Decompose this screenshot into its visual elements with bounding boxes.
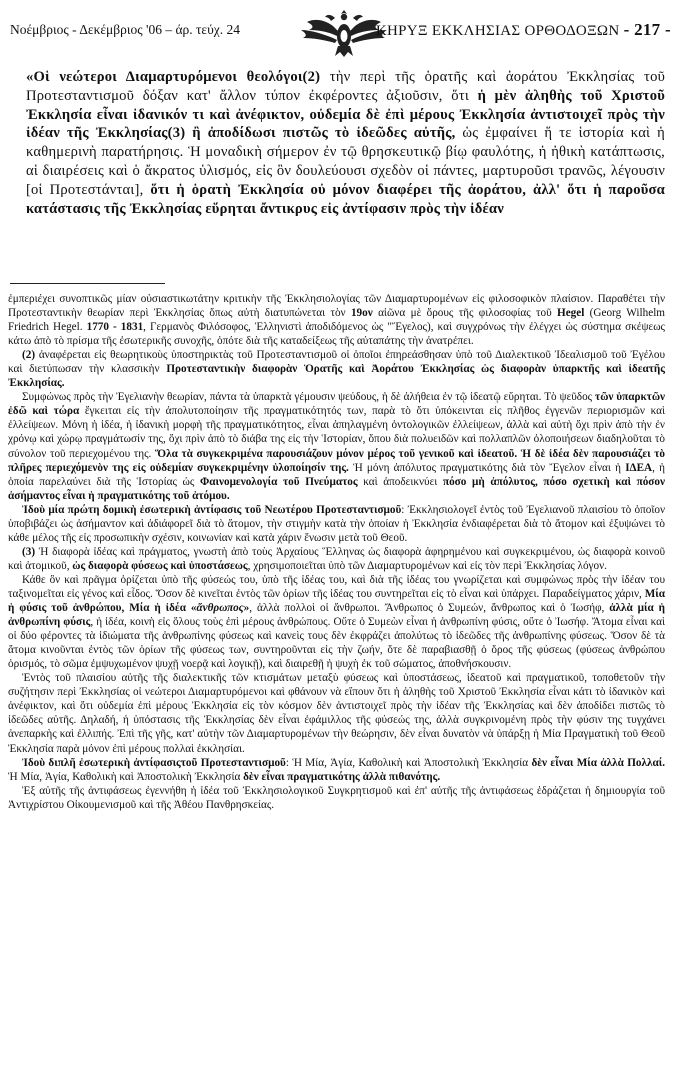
note-bold: ἀλλὰ μία ἡ ἀνθρωπίνη φύσις <box>8 602 665 629</box>
note-bold: Ἰδοὺ μία πρώτη δομικὴ ἐσωτερικὴ ἀντίφασις τοῦ Νεωτέρου Προτεσταντισμοῦ <box>22 503 402 516</box>
note-text: , ἡ ἰδέα, κοινὴ εἰς ὅλους τοὺς ἐπὶ μέρους ἀνθρώπους. Οὔτε ὁ Συμεὼν εἶναι ἡ ἀνθρωπίνη φύσις, οὔτε ὁ Ἰωσήφ. Ἄτομα εἶναι καὶ οἱ δύο φέροντες τὰ ἰδιώματα τῆς ἀνθρωπίνης φύσεως καὶ κανεὶς τους δὲν ἐκφράζει ἀπολύτως τὸ ἰδεῶδες τῆς ἀνθρωπίνης φύσεως. Ὅσον δὲ τὰ ἄτομα κινοῦνται ἐντὸς τῶν ὁρίων τῆς φύσεως των, συντηροῦνται εἰς τὴν ζωήν, ὅτε δὲ παραβιασθῇ ὁ ὅρος τῆς φύσεως (φύσεως ἀνθρώπου ὁρισμός, τὸ σῶμα ἐμψυχωμένον ψυχῇ νοερᾷ καὶ λογικῇ), καὶ διαιρεθῇ ἡ ψυχὴ ἐκ τοῦ σώματος, ἀποθνήσκουσιν. <box>8 616 666 671</box>
issue-date: Νοέμβριος - Δεκέμβριος '06 – άρ. τεύχ. 24 <box>10 22 241 37</box>
footnote-paragraph <box>8 784 665 812</box>
note-bold: 1770 - 1831 <box>86 321 144 334</box>
footnote-divider <box>10 283 165 284</box>
page-header <box>10 8 671 58</box>
note-text: Ἡ Μία, Ἁγία, Καθολικὴ καὶ Ἀποστολικὴ Ἐκκλησία <box>8 770 244 783</box>
note-bold: Προτεσταντικὴν διαφορὰν Ὁρατῆς καὶ Ἀοράτου Ἐκκλησίας ὡς διαφορὰν ὑπαρκτῆς καὶ ἰδεατῆς Ἐκκλησίας. <box>8 363 665 390</box>
main-text <box>26 68 665 218</box>
note-bold: (2) <box>22 349 36 362</box>
note-text: : Ἐκκλησιολογεῖ ἐντὸς τοῦ Ἐγελιανοῦ πλαισίου τὸ ὁποῖον ὑποβιβάζει ὡς ἀσήμαντον καὶ ἀδιάφορεῖ διὰ τὸ ἄτομον, τὴν στιγμὴν κατὰ τὴν ὁποίαν ἡ Ἐκκλησία ἐνδιαφέρεται διὰ τὸ ἄτομον καὶ ἐξυψώνει τὸ κάθε μέλος τῆς εἰς προσωπικὴν σχέσιν, κοινωνίαν καὶ κατὰ χάριν ἕνωσιν μετὰ τοῦ Θεοῦ. <box>8 503 665 544</box>
note-text: Ἡ μόνη ἀπόλυτος πραγματικότης διὰ τὸν Ἔγελον εἶναι ἡ <box>348 461 626 474</box>
note-bold: δὲν εἶναι Μία ἀλλὰ Πολλαί. <box>531 756 665 769</box>
double-headed-eagle-icon <box>295 8 387 58</box>
note-text: , Γερμανὸς Φιλόσοφος, Ἑλληνιστὶ ἀποδιδόμενος ὡς "Ἔγελος), καὶ συγχρόνως τὴν ἐλέγχει ὡς σύστημα σκέψεως κάτω ἀπὸ τὸ πρίσμα τῆς ἐσωτερικῆς συνοχῆς, ὁπότε διὰ τῆς καταδείξεως τῆς αὐταπάτης τὴν ἀνατρέπει. <box>8 321 665 348</box>
note-bold: Φαινομενολογία τοῦ Πνεύματος <box>200 475 358 488</box>
note-bold: Ἰδοὺ διπλῆ ἐσωτερικὴ ἀντίφασιςτοῦ Προτεσταντισμοῦ <box>22 756 286 769</box>
note-bold-italic: ἄνθρωπος <box>196 602 244 615</box>
footnote-paragraph <box>8 292 665 348</box>
footnotes <box>8 292 665 812</box>
footnote-paragraph <box>8 348 665 390</box>
note-bold: Μία ἡ φύσις τοῦ ἀνθρώπου, Μία ἡ ἰδέα « <box>8 587 665 615</box>
main-span-bold: ὅτι ἡ ὁρατὴ Ἐκκλησία οὐ μόνον διαφέρει τῆς ἀοράτου, ἀλλ' ὅτι ἡ παροῦσα κατάστασις τῆς Ἐκκλησίας εὕρηται ἄντικρυς εἰς ἀντίφασιν πρὸς τὴν ἰδέαν <box>26 181 665 217</box>
note-bold: (3) <box>22 545 36 558</box>
note-bold: δὲν εἶναι πραγματικότης ἀλλὰ πιθανότης. <box>243 770 441 783</box>
page-number: - 217 - <box>623 20 671 39</box>
note-text: ἐμπεριέχει συνοπτικῶς μίαν οὐσιαστικωτάτην κριτικὴν τῆς Ἐκκλησιολογίας τῶν Διαμαρτυρομένων εἰς φιλοσοφικὸν πλαίσιον. Παραθέτει τὴν Προτεσταντικὴν θεωρίαν περὶ Ἐκκλησίας ὅπως αὐτὴ διατυπώνεται τὸν <box>8 293 665 320</box>
footnote-paragraph <box>8 671 665 755</box>
footnote-paragraph <box>8 503 665 545</box>
note-bold: ὡς διαφορὰ φύσεως καὶ ὑποστάσεως <box>72 559 248 572</box>
note-bold: 19ον <box>350 307 373 320</box>
note-text: καὶ ἀποδεικνύει <box>357 475 443 488</box>
note-bold: τῶν ὑπαρκτῶν ἐδῶ καὶ τώρα <box>8 391 666 418</box>
magazine-title <box>376 20 671 40</box>
note-text: ἀναφέρεται εἰς θεωρητικοὺς ὑποστηρικτὰς τοῦ Προτεσταντισμοῦ οἱ ὁποῖοι ἐπηρεάσθησαν ὑπὸ τοῦ Διαλεκτικοῦ Ἰδεαλισμοῦ τοῦ Ἐγέλου καὶ διετύπωσαν τὴν κλασσικὴν <box>8 349 665 376</box>
note-text: , ἀλλὰ πολλοὶ οἱ ἄνθρωποι. Ἄνθρωπος ὁ Συμεών, ἄνθρωπος καὶ ὁ Ἰωσήφ, <box>249 602 610 615</box>
main-span-bold: ἡ μὲν ἀληθὴς τοῦ Χριστοῦ Ἐκκλησία εἶναι ἰδανικόν τι καὶ ἀνέφικτον, οὐδεμία δὲ ἐπὶ μέρους Ἐκκλησία ἀντιστοιχεῖ πρὸς τὴν ἰδέαν τῆς Ἐκκλησίας(3) <box>26 87 665 142</box>
main-span-bold: «Οἱ νεώτεροι Διαμαρτυρόμενοι θεολόγοι(2) <box>26 69 321 85</box>
note-text: Ἐξ αὐτῆς τῆς ἀντιφάσεως ἐγεννήθη ἡ ἰδέα τοῦ Ἐκκλησιολογικοῦ Συγκρητισμοῦ καὶ ἐπ' αὐτῆς τῆς ἀντιφάσεως ἑδράζεται ἡ δημιουργία τοῦ Ἀντιχρίστου Οἰκουμενισμοῦ καὶ τῆς Ἀθέου Πανθρησκείας. <box>8 784 665 811</box>
note-text: Κάθε ὂν καὶ πρᾶγμα ὁρίζεται ὑπὸ τῆς φύσεώς του, ὑπὸ τῆς ἰδέας του, καὶ διὰ τῆς ἰδέας του γνωρίζεται καὶ συμφώνως πρὸς τὴν ἰδέαν του ταξινομεῖται εἰς γένος καὶ εἶδος. Ὅσον δὲ κινεῖται ἐντὸς τῶν ὁρίων τῆς ἰδέας του συντηρεῖται εἰς τὸ εἶναι καὶ ὑπάρχει. Παραδείγματος χάριν, <box>8 573 665 600</box>
note-text: Συμφώνως πρὸς τὴν Ἐγελιανὴν θεωρίαν, πάντα τὰ ὑπαρκτὰ γέμουσιν ψεύδους, ἡ δὲ ἀλήθεια ἐν τῷ ἰδεατῷ εὕρηται. Τὸ ψεῦδος <box>22 391 596 404</box>
note-text: , χρησιμοποιεῖται ὑπὸ τῶν Διαμαρτυρομένων καὶ εἰς τὸν περὶ Ἐκκλησίας λόγον. <box>247 559 607 572</box>
note-text: αἰῶνα μὲ ὅρους τῆς φιλοσοφίας τοῦ <box>372 307 557 320</box>
note-text: : Ἡ Μία, Ἁγία, Καθολικὴ καὶ Ἀποστολικὴ Ἐκκλησία <box>285 756 532 769</box>
note-text: ἔγκειται εἰς τὴν ἀπολυτοποίησιν τῆς πραγματικότητός των, παρὰ τὸ ὅτι ὑπόκεινται εἰς πλῆθος ἐγγενῶν περιορισμῶν καὶ ἐλλείψεων. Μόνη ἡ ἰδέα, ἡ ἰδανικὴ μορφὴ τῆς πραγματικότητος, εἶναι ἀπηλαγμένη ὀντολογικῶν ἐλλείψεων, ἀλλὰ καὶ αὐτὴ ὄχι πρὶν ἀπὸ τὴν ἐν χρόνῳ καὶ χώρῳ πραγμάτωσίν της, ὄχι πρὶν ἀπὸ τὸ διάβα της εἰς τὴν Ἱστορίαν, ὅπου διὰ πολυειδῶν καὶ πολλαπλῶν ὁλοποιήσεων διαδηλοῦται τὸ σύνολον τοῦ περιεχομένου της. <box>8 405 665 460</box>
note-text: , ἡ ὁποία παρελαύνει διὰ τῆς Ἱστορίας ὡς <box>8 461 665 488</box>
note-bold: Hegel <box>557 307 585 320</box>
footnote-paragraph <box>8 390 665 502</box>
footnote-paragraph <box>8 573 665 671</box>
note-text: Ἡ διαφορὰ ἰδέας καὶ πράγματος, γνωστὴ ἀπὸ τοὺς Ἀρχαίους Ἕλληνας ὡς διαφορὰ ἀφηρημένου καὶ συγκεκριμένου, ὡς διαφορὰ κοινοῦ καὶ ἀτομικοῦ, <box>8 545 665 572</box>
main-span: ὡς ἐμφαίνει ἥ τε ἱστορία καὶ ἡ καθημερινὴ παρατήρησις. Ἡ μοναδικὴ σήμερον ἐν τῷ θρησκευτικῷ βίῳ φαυλότης, ἡ ἠθικὴ κατάπτωσις, αἱ διαιρέσεις καὶ ὁ ἄκρατος ὑλισμός, εἰς ὃν δουλεύουσι σχεδὸν οἱ πάντες, μαρτυροῦσι τρανῶς, λέγουσιν [οἱ Προτεστάνται], <box>26 125 665 198</box>
main-span-bold: ἢ ἀποδίδωσι πιστῶς τὸ ἰδεῶδες αὐτῆς, <box>185 125 456 142</box>
note-bold: πόσο μὴ ἀπόλυτος, πόσο σχετικὴ καὶ πόσον ἀσήμαντος εἶναι ἡ πραγματικότης τοῦ ἀτόμου. <box>8 475 665 502</box>
magazine-name: ΚΗΡΥΞ ΕΚΚΛΗΣΙΑΣ ΟΡΘΟΔΟΞΩΝ <box>375 23 620 39</box>
footnote-paragraph <box>8 756 665 784</box>
main-span: τὴν περὶ τῆς ὁρατῆς καὶ ἀοράτου Ἐκκλησίας τοῦ Προτεσταντισμοῦ δόξαν κατ' ἄλλον τύπον ἐκφέροντες ἀξιοῦσιν, ὅτι <box>26 69 665 104</box>
footnote-paragraph <box>8 545 665 573</box>
note-bold: » <box>243 602 250 615</box>
note-bold: ΙΔΕΑ <box>625 461 653 474</box>
note-text: Ἐντὸς τοῦ πλαισίου αὐτῆς τῆς διαλεκτικῆς τῶν κτισμάτων μεταξὺ φύσεως καὶ ὑποστάσεως, ἰδεατοῦ καὶ πραγματικοῦ, τοποθετοῦν τὴν συζήτησιν περὶ Ἐκκλησίας οἱ νεώτεροι Διαμαρτυρόμενοι καὶ φθάνουν νὰ εἴπουν ὅτι ἡ ἀληθὴς τοῦ Χριστοῦ Ἐκκλησία εἶναι κάτι τὸ ἰδανικὸν καὶ ἀνέφικτον, καὶ ὅτι οὐδεμία ἐπὶ μέρους Ἐκκλησία εἰς τὸν κόσμον δὲν ἀντιστοιχεῖ πρὸς τὴν ἰδέαν τῆς Ἐκκλησίας καὶ δὲν ἀποδίδει πιστῶς τὸ ἰδεῶδες αὐτῆς. Δηλαδή, ἡ ὑπόστασις τῆς Ἐκκλησίας δὲν εἶναι ἐφάμιλλος τῆς φύσεώς της, ἀλλὰ συγκρινομένη πρὸς τὴν φύσιν της τυγχάνει ἀνεπαρκὴς καὶ ἐλλιπής. Ἐπὶ τῆς γῆς, κατ' αὐτὴν τῶν Διαμαρτυρομένων τὴν θεώρησιν, δὲν εἶναι δυνατὸν νὰ ὑπάρξῃ ἡ Μία Πραγματικὴ τοῦ Θεοῦ Ἐκκλησία παρὰ μόνον ἐπὶ μέρους πολλαὶ ἐκκλησίαι. <box>8 672 665 755</box>
note-bold: Ὅλα τὰ συγκεκριμένα παρουσιάζουν μόνον μέρος τοῦ γενικοῦ καὶ ἰδεατοῦ. Ἡ δὲ ἰδέα δὲν παρουσιάζει τὸ πλῆρες περιεχόμενὸν της εἰς οὐδεμίαν συγκεκριμένην ὑλοποίησίν της. <box>8 447 666 474</box>
note-text: (Georg Wilhelm Friedrich Hegel. <box>8 307 666 334</box>
